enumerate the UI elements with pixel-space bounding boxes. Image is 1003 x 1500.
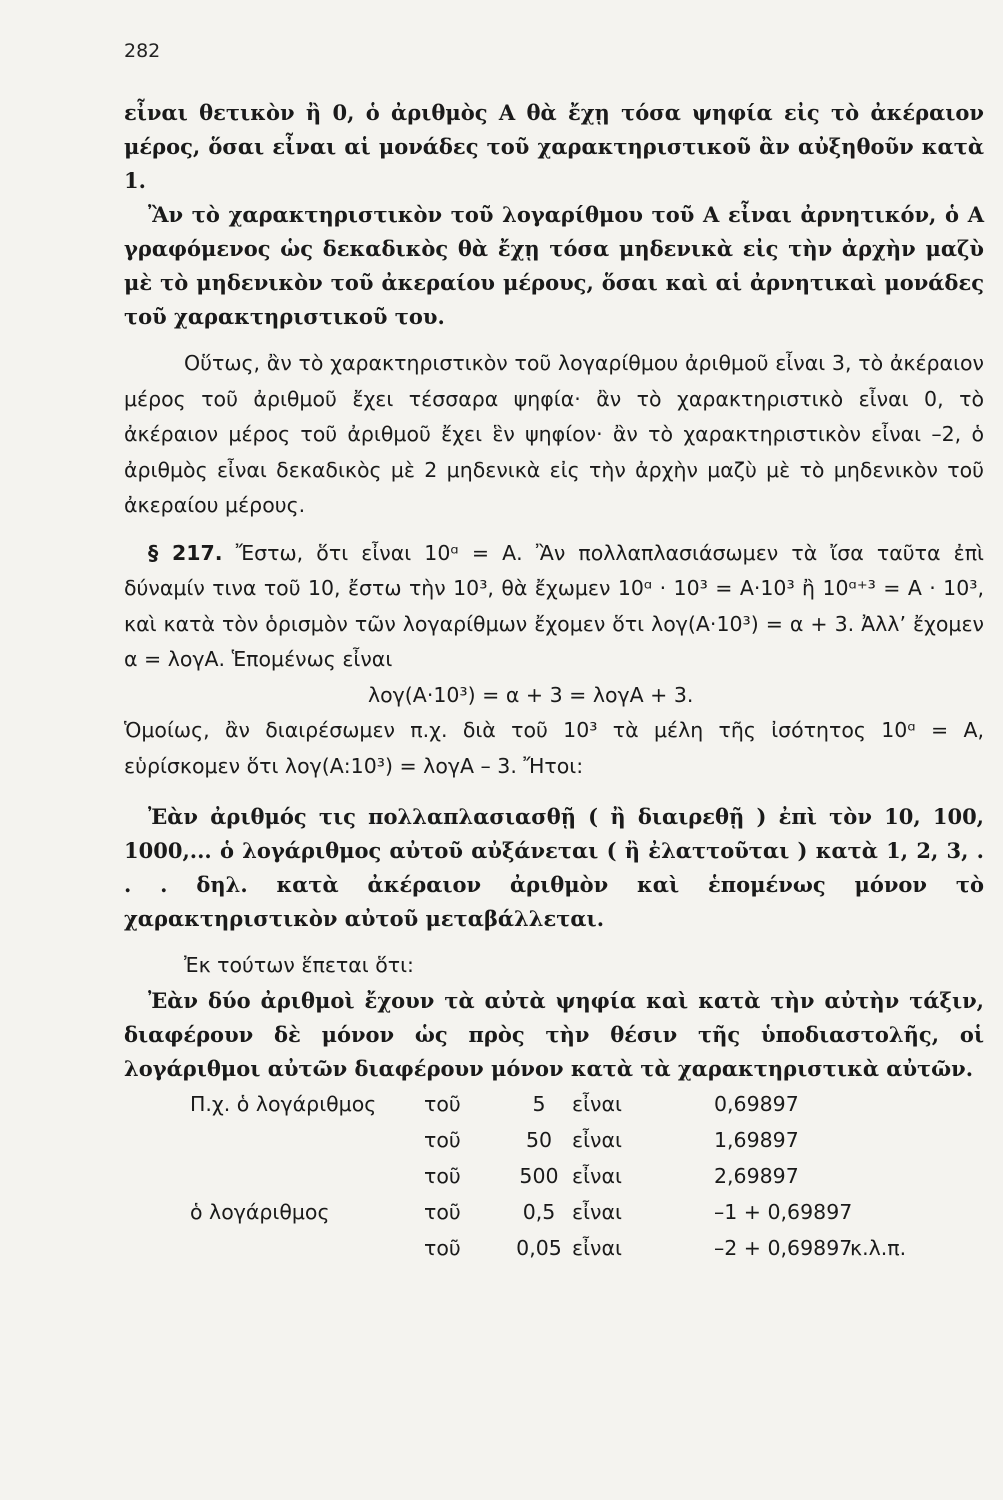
row-value: 2,69897	[714, 1163, 799, 1188]
similarly-paragraph: Ὁμοίως, ἂν διαιρέσωμεν π.χ. διὰ τοῦ 10³ τὰ μέλη τῆς ἰσότητος 10ᵅ = Α, εὑρίσκομεν ὅτι λογ(Α:10³) = λογΑ – 3. Ἤτοι:	[124, 718, 984, 778]
section-number: § 217.	[148, 540, 223, 565]
example-paragraph: Οὕτως, ἂν τὸ χαρακτηριστικὸν τοῦ λογαρίθμου ἀριθμοῦ εἶναι 3, τὸ ἀκέραιον μέρος τοῦ ἀριθμοῦ ἔχει τέσσαρα ψηφία· ἂν τὸ χαρακτηριστικὸ εἶναι 0, τὸ ἀκέραιον μέρος τοῦ ἀριθμοῦ ἔχει ἓν ψηφίον· ἂν τὸ χαρακτηριστικὸν εἶναι –2, ὁ ἀριθμὸς εἶναι δεκαδικὸς μὲ 2 μηδενικὰ εἰς τὴν ἀρχὴν μαζὺ μὲ τὸ μηδενικὸν τοῦ ἀκεραίου μέρους.	[124, 351, 984, 517]
row-einai: εἶναι	[572, 1091, 622, 1116]
table-row	[124, 1236, 984, 1272]
follows-line: Ἐκ τούτων ἕπεται ὅτι:	[184, 953, 414, 977]
row-einai: εἶναι	[572, 1163, 622, 1188]
table-row	[124, 1200, 984, 1236]
row-einai: εἶναι	[572, 1199, 622, 1224]
bold-intro-paragraph-2: Ἂν τὸ χαρακτηριστικὸν τοῦ λογαρίθμου τοῦ Α εἶναι ἀρνητικόν, ὁ Α γραφόμενος ὡς δεκαδικὸς θὰ ἔχῃ τόσα μηδενικὰ εἰς τὴν ἀρχὴν μαζὺ μὲ τὸ μηδενικὸν τοῦ ἀκεραίου μέρους, ὅσαι καὶ αἱ ἀρνητικαὶ μονάδες τοῦ χαρακτηριστικοῦ του.	[124, 202, 984, 329]
row-tou: τοῦ	[424, 1091, 461, 1116]
row-value: 0,69897	[714, 1091, 799, 1116]
row-number: 0,05	[516, 1235, 562, 1260]
section-217-paragraph	[124, 536, 984, 678]
row-tou: τοῦ	[424, 1199, 461, 1224]
row-tail: κ.λ.π.	[850, 1235, 907, 1260]
row-number: 5	[532, 1091, 546, 1116]
row-lead: ὁ λογάριθμος	[190, 1199, 330, 1224]
row-value: –2 + 0,69897	[714, 1235, 853, 1260]
bold-intro-paragraph-1: εἶναι θετικὸν ἢ 0, ὁ ἀριθμὸς Α θὰ ἔχῃ τόσα ψηφία εἰς τὸ ἀκέραιον μέρος, ὅσαι εἶναι αἱ μονάδες τοῦ χαρακτηριστικοῦ ἂν αὐξηθοῦν κατὰ 1.	[124, 100, 984, 193]
table-row	[124, 1128, 984, 1164]
row-number: 500	[519, 1163, 559, 1188]
row-tou: τοῦ	[424, 1127, 461, 1152]
formula-line: λογ(Α·10³) = α + 3 = λογΑ + 3.	[368, 682, 694, 707]
row-lead: Π.χ. ὁ λογάριθμος	[190, 1091, 377, 1116]
row-value: –1 + 0,69897	[714, 1199, 853, 1224]
row-value: 1,69897	[714, 1127, 799, 1152]
page-number: 282	[124, 40, 161, 62]
row-number: 50	[525, 1127, 553, 1152]
table-row	[124, 1092, 984, 1128]
bold-rule-2: Ἐὰν δύο ἀριθμοὶ ἔχουν τὰ αὐτὰ ψηφία καὶ κατὰ τὴν αὐτὴν τάξιν, διαφέρουν δὲ μόνον ὡς πρὸς τὴν θέσιν τῆς ὑποδιαστολῆς, οἱ λογάριθμοι αὐτῶν διαφέρουν μόνον κατὰ τὰ χαρακτηριστικὰ αὐτῶν.	[124, 987, 984, 1081]
row-einai: εἶναι	[572, 1235, 622, 1260]
row-einai: εἶναι	[572, 1127, 622, 1152]
row-number: 0,5	[522, 1199, 556, 1224]
section-text: Ἔστω, ὅτι εἶναι 10ᵅ = Α. Ἂν πολλαπλασιάσωμεν τὰ ἴσα ταῦτα ἐπὶ δύναμίν τινα τοῦ 10, ἔστω τὴν 10³, θὰ ἔχωμεν 10ᵅ · 10³ = Α·10³ ἢ 10ᵅ⁺³ = Α · 10³, καὶ κατὰ τὸν ὁρισμὸν τῶν λογαρίθμων ἔχομεν ὅτι λογ(Α·10³) = α + 3. Ἀλλ’ ἔχομεν α = λογΑ. Ἑπομένως εἶναι	[124, 540, 984, 671]
row-tou: τοῦ	[424, 1235, 461, 1260]
row-tou: τοῦ	[424, 1163, 461, 1188]
logarithm-examples-table	[124, 1092, 984, 1272]
bold-rule-1: Ἐὰν ἀριθμός τις πολλαπλασιασθῇ ( ἢ διαιρεθῇ ) ἐπὶ τὸν 10, 100, 1000,... ὁ λογάριθμος αὐτοῦ αὐξάνεται ( ἢ ἐλαττοῦται ) κατὰ 1, 2, 3, . . . δηλ. κατὰ ἀκέραιον ἀριθμὸν καὶ ἑπομένως μόνον τὸ χαρακτηριστικὸν αὐτοῦ μεταβάλλεται.	[124, 804, 984, 931]
page-body	[124, 96, 984, 1272]
table-row	[124, 1164, 984, 1200]
